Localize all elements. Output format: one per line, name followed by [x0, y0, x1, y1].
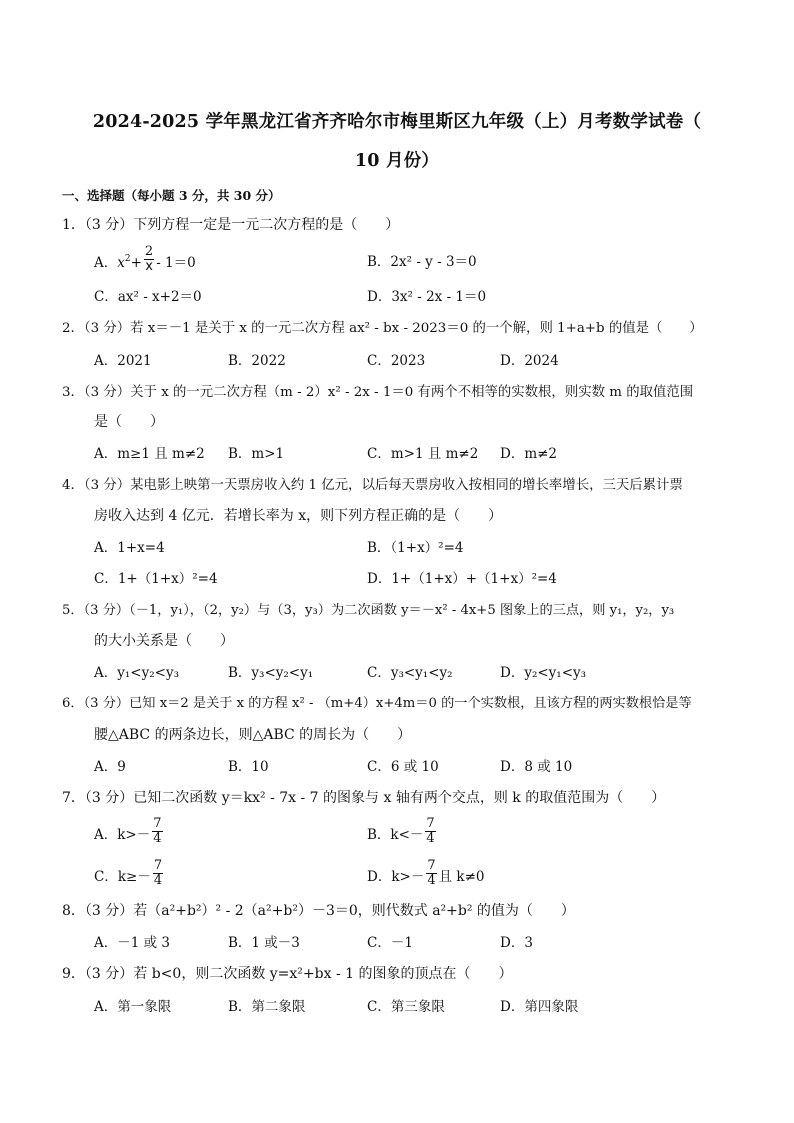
question-6-option-d: D．8 或 10 — [500, 759, 573, 775]
question-3-stem: 3．（3 分）关于 x 的一元二次方程（m - 2）x² - 2x - 1＝0 有两个不相等的实数根，则实数 m 的取值范围 — [62, 385, 694, 400]
question-5-option-a: A．y₁<y₂<y₃ — [94, 665, 179, 681]
question-3-option-d: D．m≠2 — [500, 446, 558, 462]
question-9-option-a: A．第一象限 — [94, 999, 172, 1015]
question-7-stem: 7．（3 分）已知二次函数 y＝kx² - 7x - 7 的图象与 x 轴有两个交点，则 k 的取值范围为（ ） — [62, 790, 666, 806]
question-9-option-d: D．第四象限 — [500, 999, 579, 1015]
question-3-option-b: B．m>1 — [228, 446, 285, 462]
question-5-stem-cont: 的大小关系是（ ） — [94, 633, 234, 649]
question-7-option-d: D．k>－ $\frac{7}{4}$ 且 k≠0 — [367, 858, 485, 888]
question-8-option-d: D．3 — [500, 935, 533, 951]
question-1-option-c: C．ax² - x+2＝0 — [94, 289, 202, 305]
question-4-option-a: A．1+x=4 — [94, 540, 165, 556]
question-1-option-d: D．3x² - 2x - 1＝0 — [367, 289, 487, 305]
question-7-option-a: A．k>－ $\frac{7}{4}$ — [94, 816, 162, 846]
question-4-option-c: C．1+（1+x）²=4 — [94, 571, 218, 587]
question-3-option-a: A．m≥1 且 m≠2 — [94, 446, 205, 462]
question-1-option-b: B．2x² - y - 3＝0 — [367, 254, 477, 270]
section-heading-choice: 一、选择题（每小题 3 分，共 30 分） — [62, 188, 281, 203]
question-2-option-d: D．2024 — [500, 353, 559, 369]
question-8-stem: 8．（3 分）若（a²+b²）² - 2（a²+b²）－3＝0，则代数式 a²+b² 的值为（ ） — [62, 903, 575, 919]
exam-title-line1: 2024-2025 学年黑龙江省齐齐哈尔市梅里斯区九年级（上）月考数学试卷（ — [92, 112, 702, 132]
question-5-stem: 5．（3 分）（－1，y₁），（2，y₂）与（3，y₃）为二次函数 y＝－x² - 4x+5 图象上的三点，则 y₁，y₂，y₃ — [62, 603, 675, 618]
exam-title-line2: 10 月份） — [354, 151, 440, 171]
question-5-option-b: B．y₃<y₂<y₁ — [228, 665, 314, 681]
question-1-stem: 1．（3 分）下列方程一定是一元二次方程的是（ ） — [62, 217, 400, 233]
question-8-option-a: A．－1 或 3 — [94, 935, 171, 951]
question-1-option-a: A．$x^2+$ $\frac{2}{x}$ - 1＝0 — [94, 244, 196, 274]
question-4-stem-cont: 房收入达到 4 亿元．若增长率为 x，则下列方程正确的是（ ） — [94, 508, 503, 524]
question-4-stem: 4．（3 分）某电影上映第一天票房收入约 1 亿元，以后每天票房收入按相同的增长率增长，三天后累计票 — [62, 478, 683, 493]
question-2-stem: 2．（3 分）若 x＝－1 是关于 x 的一元二次方程 ax² - bx - 2023＝0 的一个解，则 1+a+b 的值是（ ） — [62, 321, 703, 336]
question-6-option-b: B．10 — [228, 759, 269, 775]
question-4-option-d: D．1+（1+x）+（1+x）²=4 — [367, 571, 557, 587]
question-6-option-a: A．9 — [94, 759, 126, 775]
question-3-stem-cont: 是（ ） — [94, 414, 164, 430]
question-2-option-c: C．2023 — [367, 353, 426, 369]
question-9-stem: 9．（3 分）若 b<0，则二次函数 y=x²+bx - 1 的图象的顶点在（ ） — [62, 966, 513, 982]
question-3-option-c: C．m>1 且 m≠2 — [367, 446, 479, 462]
question-9-option-c: C．第三象限 — [367, 999, 445, 1015]
question-6-option-c: C．6 或 10 — [367, 759, 439, 775]
question-2-option-b: B．2022 — [228, 353, 286, 369]
question-8-option-c: C．－1 — [367, 935, 413, 951]
question-2-option-a: A．2021 — [94, 353, 152, 369]
question-8-option-b: B．1 或－3 — [228, 935, 300, 951]
question-4-option-b: B．（1+x）²=4 — [367, 540, 464, 556]
question-6-stem: 6．（3 分）已知 x＝2 是关于 x 的方程 x² - （m+4）x+4m＝0 的一个实数根，且该方程的两实数根恰是等 — [62, 696, 692, 711]
question-5-option-c: C．y₃<y₁<y₂ — [367, 665, 453, 681]
question-9-option-b: B．第二象限 — [228, 999, 306, 1015]
question-6-stem-cont: 腰△ABC 的两条边长，则△ABC 的周长为（ ） — [94, 727, 412, 743]
question-5-option-d: D．y₂<y₁<y₃ — [500, 665, 587, 681]
question-7-option-b: B．k<－ $\frac{7}{4}$ — [367, 816, 435, 846]
question-7-option-c: C．k≥－ $\frac{7}{4}$ — [94, 858, 163, 888]
